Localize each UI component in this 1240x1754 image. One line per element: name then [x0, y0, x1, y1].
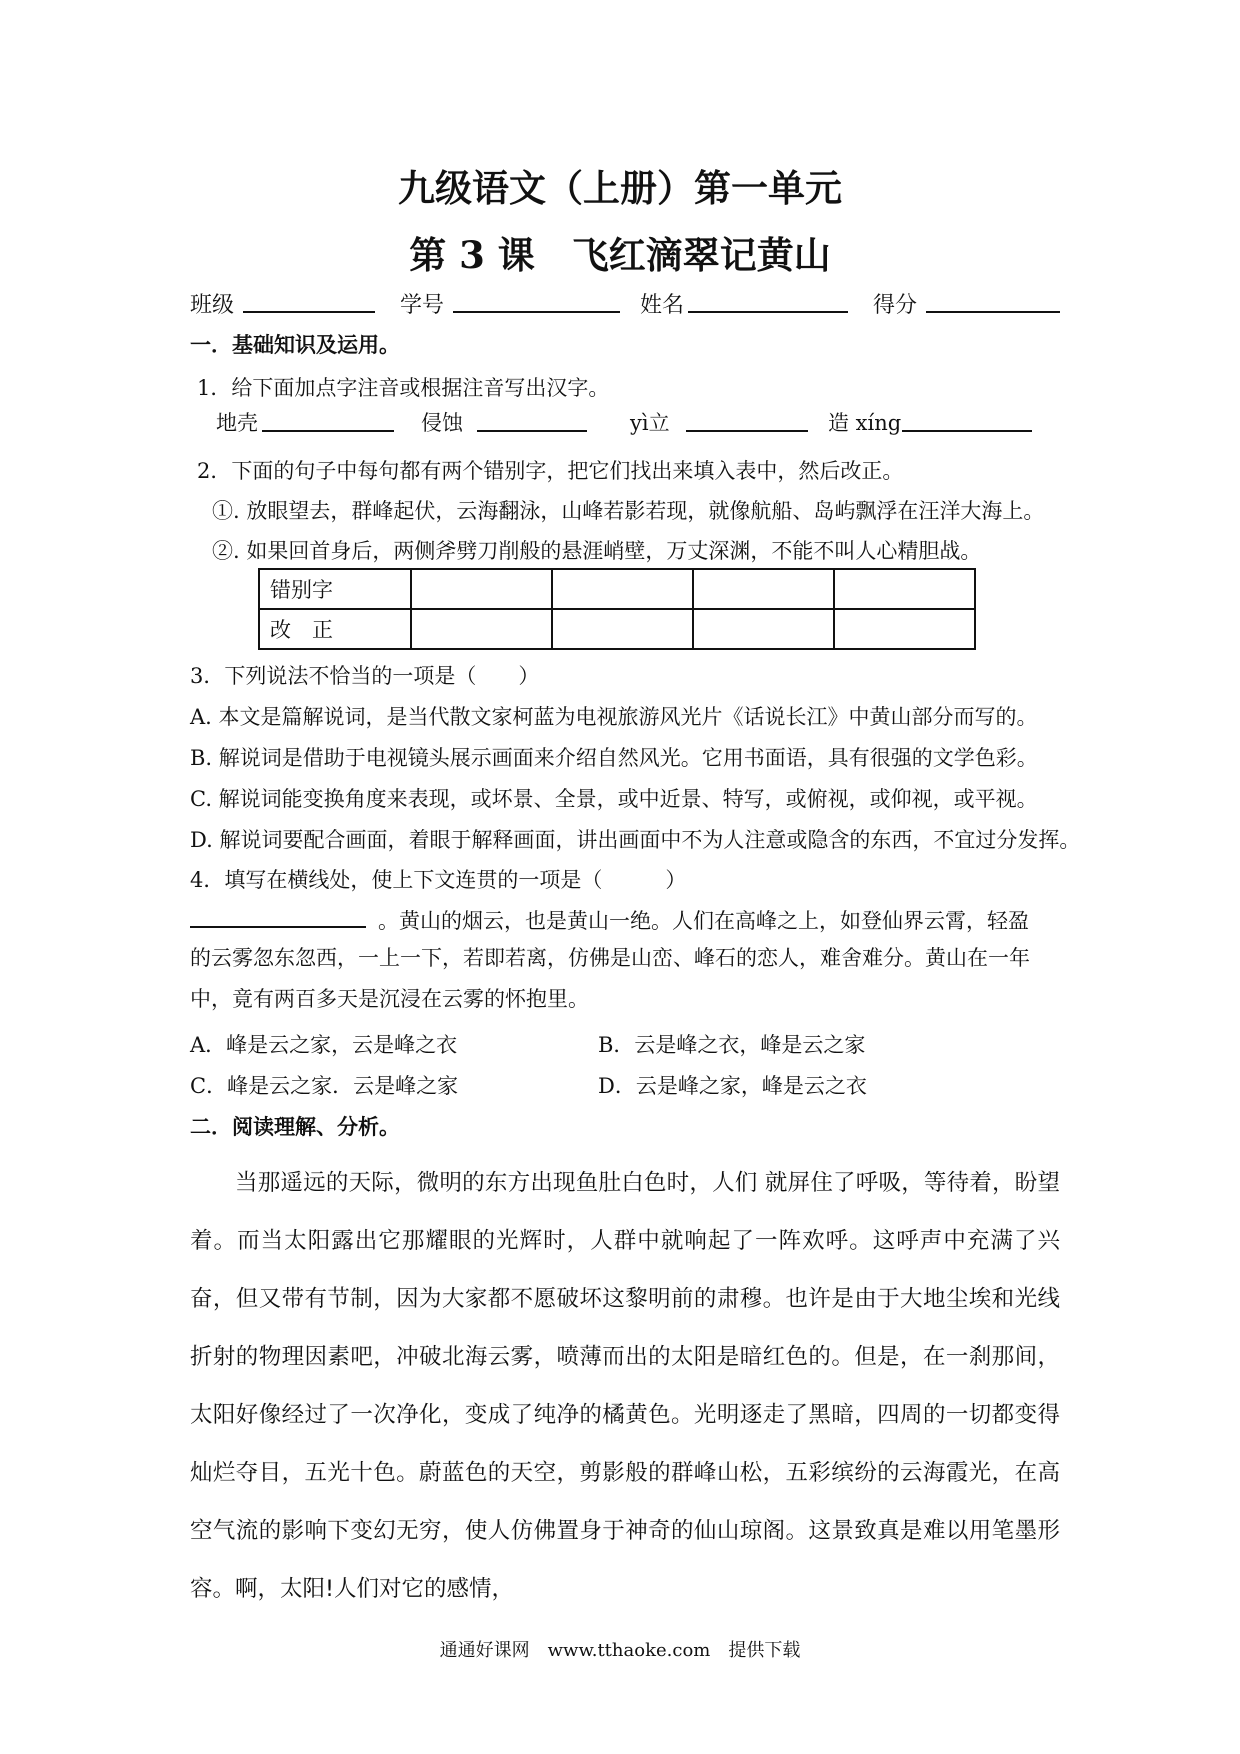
q3-option-d: D. 解说词要配合画面，着眼于解释画面，讲出画面中不为人注意或隐含的东西，不宜过分发挥。 — [190, 828, 1081, 852]
q4-text: 4．填写在横线处，使上下文连贯的一项是（ ） — [190, 868, 687, 892]
q4-passage-first-line: 。黄山的烟云，也是黄山一绝。人们在高峰之上，如登仙界云霄，轻盈 — [378, 909, 1029, 933]
q3-option-c: C. 解说词能变换角度来表现，或坏景、全景，或中近景、特写，或俯视，或仰视，或平视。 — [190, 787, 1038, 811]
table-row — [259, 569, 975, 609]
q2-sentence-1: ①. 放眼望去，群峰起伏，云海翻泳，山峰若影若现，就像航船、岛屿飘浮在汪洋大海上。 — [212, 499, 1045, 523]
reading-passage — [190, 1154, 1060, 1618]
q1-answer-4[interactable] — [902, 430, 1032, 432]
q1-answer-2[interactable] — [477, 430, 587, 432]
q4-passage: 的云雾忽东忽西，一上一下，若即若离，仿佛是山峦、峰石的恋人，难舍难分。黄山在一年中，竟有两百多天是沉浸在云雾的怀抱里。 — [190, 946, 1030, 1011]
page-footer: 通通好课网 www.tthaoke.com 提供下载 — [439, 1640, 801, 1661]
q2-text: 2．下面的句子中每句都有两个错别字，把它们找出来填入表中，然后改正。 — [197, 459, 904, 483]
q2-sentence-2: ②. 如果回首身后，两侧斧劈刀削般的悬涯峭壁，万丈深渊，不能不叫人心精胆战。 — [212, 539, 982, 563]
q4-option-c: C．峰是云之家．云是峰之家 — [190, 1074, 459, 1098]
q1-item-4: 造 xíng — [828, 411, 902, 435]
number-field[interactable] — [453, 311, 620, 313]
correction-table — [258, 568, 976, 650]
table-cell[interactable] — [834, 569, 975, 609]
name-label: 姓名 — [640, 293, 685, 318]
table-label-correct: 改 正 — [259, 609, 411, 649]
q4-option-b: B．云是峰之衣，峰是云之家 — [598, 1033, 866, 1057]
class-label: 班级 — [190, 293, 235, 318]
table-cell[interactable] — [411, 569, 552, 609]
class-field[interactable] — [243, 311, 375, 313]
q4-blank[interactable] — [190, 926, 366, 928]
q1-answer-3[interactable] — [686, 430, 808, 432]
number-label: 学号 — [400, 293, 445, 318]
table-cell[interactable] — [411, 609, 552, 649]
score-label: 得分 — [873, 293, 918, 318]
q3-option-a: A. 本文是篇解说词，是当代散文家柯蓝为电视旅游风光片《话说长江》中黄山部分而写的。 — [190, 705, 1038, 729]
table-row — [259, 609, 975, 649]
page-title: 九级语文（上册）第一单元 — [398, 166, 842, 210]
table-cell[interactable] — [693, 609, 834, 649]
table-cell[interactable] — [693, 569, 834, 609]
q4-option-d: D．云是峰之家，峰是云之衣 — [598, 1074, 867, 1098]
table-label-wrong: 错别字 — [259, 569, 411, 609]
table-cell[interactable] — [552, 609, 693, 649]
q4-option-a: A．峰是云之家，云是峰之衣 — [190, 1033, 458, 1057]
section2-heading: 二．阅读理解、分析。 — [190, 1114, 400, 1139]
name-field[interactable] — [688, 311, 848, 313]
q1-text: 1．给下面加点字注音或根据注音写出汉字。 — [197, 376, 610, 400]
table-cell[interactable] — [552, 569, 693, 609]
q1-answer-1[interactable] — [262, 430, 394, 432]
q1-item-2: 侵蚀 — [421, 411, 463, 435]
q3-text: 3．下列说法不恰当的一项是（ ） — [190, 664, 540, 688]
q1-item-3: yì立 — [630, 411, 670, 435]
reading-paragraph: 当那遥远的天际，微明的东方出现鱼肚白色时，人们 就屏住了呼吸，等待着，盼望着。而当太阳露出它那耀眼的光辉时，人群中就响起了一阵欢呼。这呼声中充满了兴奋，但又带有节制，因为大家都不愿破坏这黎明前的肃穆。也许是由于大地尘埃和光线折射的物理因素吧，冲破北海云雾，喷薄而出的太阳是暗红色的。但是，在一刹那间，太阳好像经过了一次净化，变成了纯净的橘黄色。光明逐走了黑暗，四周的一切都变得灿烂夺目，五光十色。蔚蓝色的天空，剪影般的群峰山松，五彩缤纷的云海霞光，在高空气流的影响下变幻无穷，使人仿佛置身于神奇的仙山琼阁。这景致真是难以用笔墨形容。啊，太阳!人们对它的感情， — [190, 1170, 1060, 1602]
score-field[interactable] — [926, 311, 1060, 313]
table-cell[interactable] — [834, 609, 975, 649]
q1-item-1: 地壳 — [216, 411, 258, 435]
section1-heading: 一．基础知识及运用。 — [190, 332, 400, 357]
q3-option-b: B. 解说词是借助于电视镜头展示画面来介绍自然风光。它用书面语，具有很强的文学色彩。 — [190, 746, 1038, 770]
lesson-title: 第 3 课 飞红滴翠记黄山 — [409, 233, 831, 277]
